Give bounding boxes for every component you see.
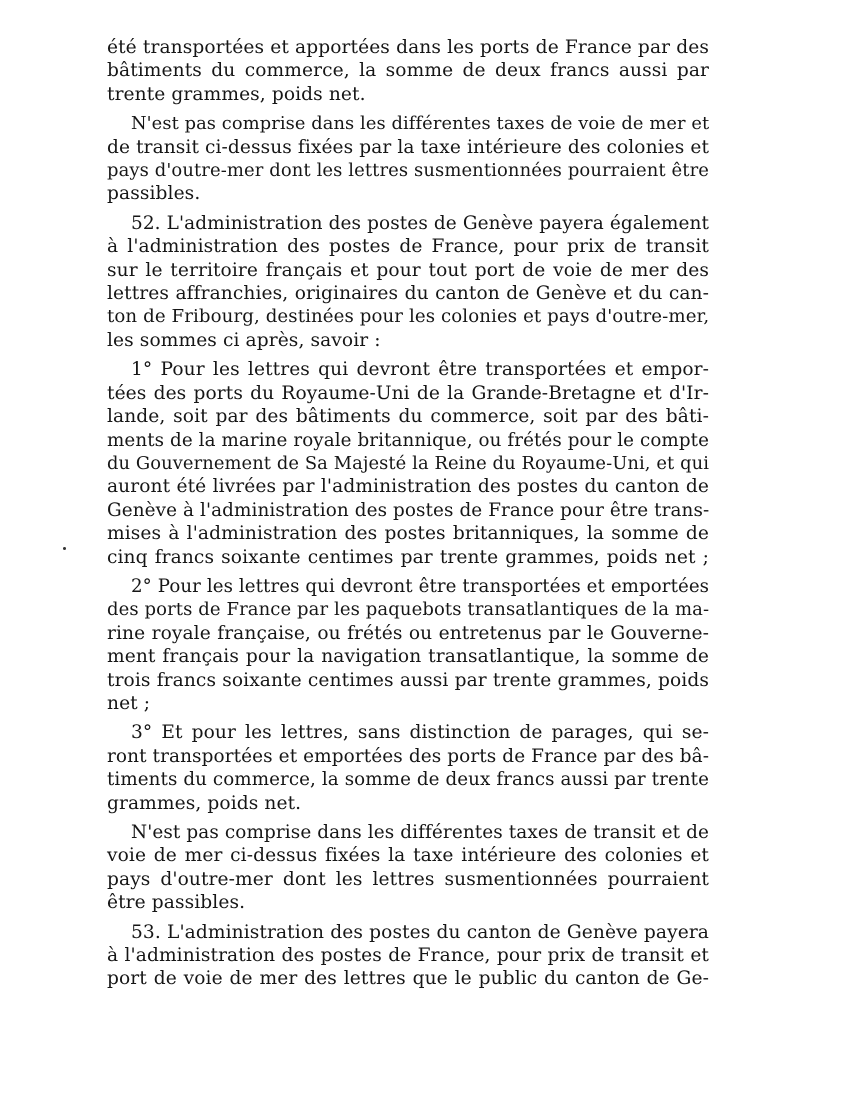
paragraph-item-1 bbox=[107, 358, 709, 569]
text-line: auront été livrées par l'administration des postes du canton de bbox=[107, 476, 709, 498]
text-line: rine royale française, ou frétés ou entretenus par le Gouverne- bbox=[107, 622, 709, 644]
text-line: N'est pas comprise dans les différentes taxes de voie de mer et bbox=[131, 113, 710, 135]
text-line: bâtiments du commerce, la somme de deux francs aussi par bbox=[107, 60, 709, 82]
text-line: lande, soit par des bâtiments du commerce, soit par des bâti- bbox=[107, 406, 709, 428]
text-line: tées des ports du Royaume-Uni de la Grande-Bretagne et d'Ir- bbox=[107, 382, 709, 404]
text-line: trois francs soixante centimes aussi par trente grammes, poids bbox=[107, 669, 709, 691]
text-line: lettres affranchies, originaires du canton de Genève et du can- bbox=[107, 283, 709, 305]
paragraph-article-52 bbox=[107, 212, 709, 352]
text-line: à l'administration des postes de France, pour prix de transit bbox=[107, 236, 709, 258]
paragraph-continuation bbox=[107, 36, 709, 106]
text-line: sur le territoire français et pour tout port de voie de mer des bbox=[107, 259, 709, 281]
scan-speck bbox=[63, 547, 66, 550]
text-line: ment français pour la navigation transatlantique, la somme de bbox=[107, 646, 709, 668]
text-line: 1° Pour les lettres qui devront être transportées et empor- bbox=[131, 359, 709, 381]
text-line: cinq francs soixante centimes par trente grammes, poids net ; bbox=[107, 546, 709, 568]
text-line: ton de Fribourg, destinées pour les colonies et pays d'outre-mer, bbox=[107, 306, 710, 328]
text-line: voie de mer ci-dessus fixées la taxe intérieure des colonies et bbox=[107, 845, 709, 867]
text-line: ments de la marine royale britannique, ou frétés pour le compte bbox=[107, 429, 709, 451]
text-line: de transit ci-dessus fixées par la taxe intérieure des colonies et bbox=[107, 136, 709, 158]
text-line: N'est pas comprise dans les différentes taxes de transit et de bbox=[131, 822, 709, 843]
text-line: pays d'outre-mer dont les lettres susmentionnées pourraient être bbox=[107, 160, 709, 182]
text-line: ront transportées et emportées des ports de France par des bâ- bbox=[107, 745, 710, 767]
text-line: du Gouvernement de Sa Majesté la Reine du Royaume-Uni, et qui bbox=[107, 452, 710, 474]
text-line: port de voie de mer des lettres que le public du canton de Ge- bbox=[107, 968, 709, 990]
text-line: timents du commerce, la somme de deux francs aussi par trente bbox=[107, 769, 709, 791]
text-line: net ; bbox=[107, 692, 151, 714]
text-line: à l'administration des postes de France, pour prix de transit et bbox=[107, 945, 709, 967]
paragraph-item-3 bbox=[107, 721, 709, 815]
text-line: passibles. bbox=[107, 183, 201, 205]
text-line: être passibles. bbox=[107, 892, 246, 914]
paragraph-item-2 bbox=[107, 575, 709, 715]
paragraph-exclusion-note bbox=[107, 112, 709, 206]
text-line: 2° Pour les lettres qui devront être transportées et emportées bbox=[131, 575, 710, 597]
text-line: mises à l'administration des postes britanniques, la somme de bbox=[107, 523, 709, 545]
text-line: pays d'outre-mer dont les lettres susmentionnées pourraient bbox=[107, 868, 709, 890]
text-line: Genève à l'administration des postes de France pour être trans- bbox=[107, 499, 710, 521]
text-line: trente grammes, poids net. bbox=[107, 83, 366, 105]
text-line: 52. L'administration des postes de Genève payera également bbox=[131, 212, 709, 234]
text-line: été transportées et apportées dans les ports de France par des bbox=[107, 37, 709, 58]
paragraph-article-53 bbox=[107, 921, 709, 991]
body-text bbox=[107, 36, 709, 991]
text-line: des ports de France par les paquebots transatlantiques de la ma- bbox=[107, 599, 710, 621]
paragraph-exclusion-note-2 bbox=[107, 821, 709, 915]
text-line: grammes, poids net. bbox=[107, 792, 302, 814]
text-line: 53. L'administration des postes du canton de Genève payera bbox=[131, 921, 709, 943]
text-line: 3° Et pour les lettres, sans distinction de parages, qui se- bbox=[131, 722, 709, 744]
text-line: les sommes ci après, savoir : bbox=[107, 329, 381, 351]
